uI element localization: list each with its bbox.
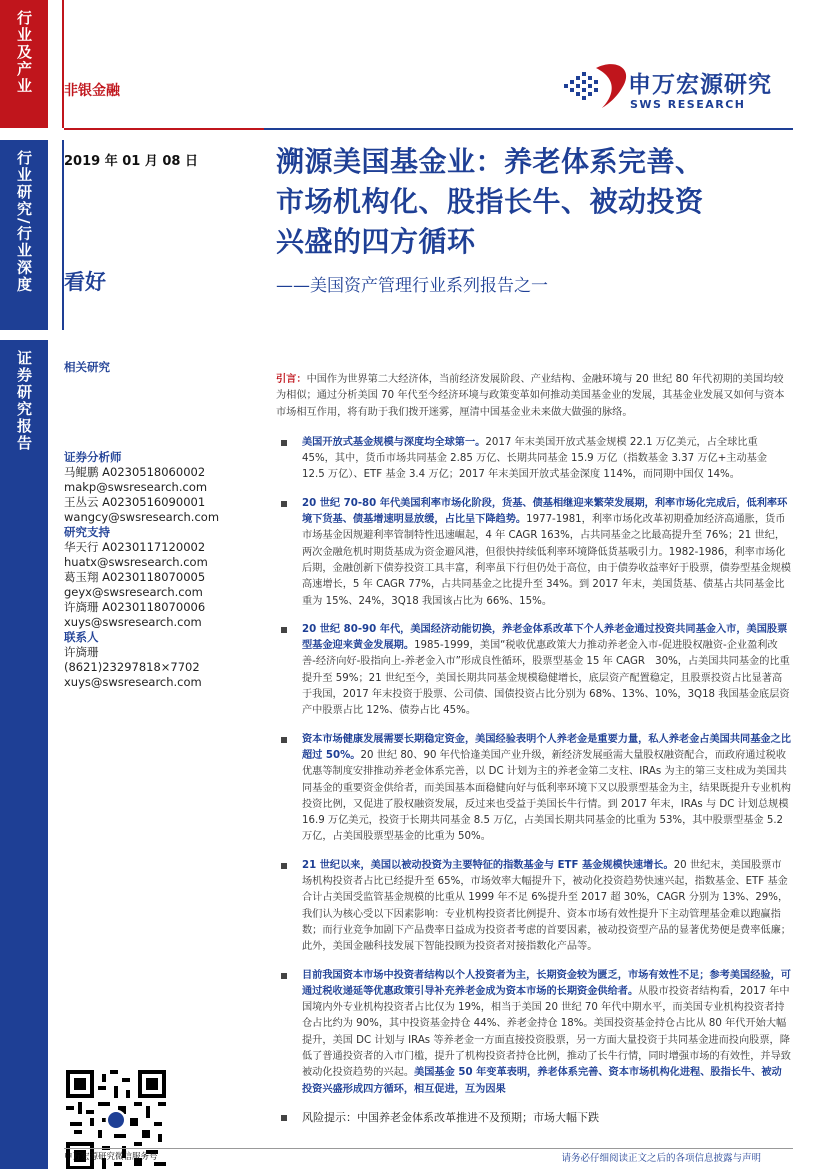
bullet-body: 从股市投资者结构看，2017 年中国境内外专业机构投资者占比仅为 19%，相当于美国 20 世纪 70 年代中期水平，而美国专业机构投资者持仓占比约为 90%，其中投资基金持仓 44%、养老金持仓 18%。美国投资基金持仓占比从 80 年代开始大幅提升，美国 DC 计划与 IRAs 等养老金一方面直接投资股票，另一方面大量投资于共同基金进而投向股票，降低了普通投资者的入市门槛，提升了机构投资者持仓比例，推动了长牛行情，同时增强市场的有效性，并导致被动化投资趋势的兴起。 [302,985,791,1079]
support-email[interactable]: xuys@swsresearch.com [64,615,202,629]
bullet-headline: 20 世纪 80-90 年代，美国经济动能切换，养老金体系改革下个人养老金通过投资共同基金入市，美国股票型基金迎来黄金发展期。 [302,623,788,652]
bullet-headline: 资本市场健康发展需要长期稳定资金，美国经验表明个人养老金是重要力量，私人养老金占美国共同基金之比超过 50%。 [302,733,791,761]
summary-bullet [276,435,791,484]
summary-bullet [276,732,791,846]
bullet-square-icon [281,863,287,869]
bullet-square-icon [281,627,287,633]
bullet-square-icon [281,440,287,446]
analyst-heading: 证券分析师 [64,450,122,464]
support-line: 华天行 A0230117120002 [64,540,206,554]
sector-label: 非银金融 [64,83,120,99]
sidebar-label-securities: 证券研究报告 [15,350,33,452]
disclaimer-footer: 请务必仔细阅读正文之后的各项信息披露与声明 [561,1153,761,1164]
sidebar-block-industry [0,0,48,128]
analyst-line: 马鲲鹏 A0230518060002 [64,465,206,479]
bullet-square-icon [281,501,287,507]
title-line: 兴盛的四方循环 [276,225,476,258]
bullet-body: 2017 年末美国开放式基金规模 22.1 万亿美元，占全球比重 45%，其中，货币市场共同基金 2.85 万亿、长期共同基金 15.9 万亿（指数基金 3.37 万亿+主动基金 12.5 万亿）、ETF 基金 3.4 万亿；2017 年末美国开放式基金深度 114%，而同期中国仅 14%。 [302,436,768,481]
header-rule-blue [264,128,793,130]
support-email[interactable]: geyx@swsresearch.com [64,585,203,599]
contact-heading: 联系人 [64,630,99,644]
left-column [64,360,259,690]
bullet-body: 1985-1999，美国“税收优惠政策大力推动养老金入市-促进股权融资-企业盈利改善-经济向好-股指向上-养老金入市”形成良性循环，股票型基金 15 年 CAGR 30%，占美国共同基金的比重提升至 59%；21 世纪至今，美国长期共同基金规模稳健增长，底层资产配置稳定，且股票投资占比显著高于我国，2017 年末投资于股票、公司债、国债投资占比分别为 68%、13%、10%，3Q18 我国基金底层资产中股票占比 12%、债券占比 45%。 [302,640,790,717]
report-date: 2019 年 01 月 08 日 [64,154,198,169]
bullet-body: 20 世纪末，美国股票市场机构投资者占比已经提升至 65%，市场效率大幅提升下，被动化投资趋势快速兴起，指数基金、ETF 基金合计占美国受监管基金规模的比重从 1999 年不足 6%提升至 2017 超 30%，CAGR 分别为 13%、29%，我们认为核心受以下因素影响：专业机构投资者比例提升、资本市场有效性提升下主动管理基金难以跑赢指数；而行业竞争加剧下产品费率日益成为投资者考虑的首要因素，被动投资型产品的显著优势便是费率低廉；此外，美国金融科技发展下智能投顾为投资者对接指数化产品等。 [302,859,791,953]
contact-phone: (8621)23297818×7702 [64,660,200,674]
support-heading: 研究支持 [64,525,110,539]
logo-chinese-text: 申万宏源研究 [628,72,772,98]
bullet-headline: 目前我国资本市场中投资者结构以个人投资者为主，长期资金较为匮乏，市场有效性不足；参考美国经验，可通过税收递延等优惠政策引导补充养老金成为资本市场的长期资金供给者。 [302,969,791,997]
bullet-headline: 20 世纪 70-80 年代美国利率市场化阶段，货基、债基相继迎来繁荣发展期，利率市场化完成后，低利率环境下货基、债基增速明显放缓，占比呈下降趋势。 [302,497,788,526]
intro-label: 引言： [276,374,307,385]
header-rule-red [64,128,264,130]
summary-bullet [276,858,791,956]
report-subtitle: ——美国资产管理行业系列报告之一 [276,276,548,296]
bullet-square-icon [281,973,287,979]
support-email[interactable]: huatx@swsresearch.com [64,555,208,569]
rating-label: 看好 [64,270,106,294]
title-line: 市场机构化、股指长牛、被动投资 [276,185,704,218]
intro-text: 中国作为世界第二大经济体，当前经济发展阶段、产业结构、金融环境与 20 世纪 80 年代初期的美国均较为相似；通过分析美国 70 年代至今经济环境与政策变革如何推动美国基金业的发展，其基金业发展又如何与资本市场相互作用，将有助于我们拨开迷雾，厘清中国基金业未来做大做强的脉络。 [276,374,785,418]
risk-text: 风险提示：中国养老金体系改革推进不及预期；市场大幅下跌 [302,1110,599,1124]
intro-paragraph [276,372,791,421]
sidebar-block-securities [0,340,48,1169]
related-research-heading: 相关研究 [64,360,110,374]
wechat-caption: 申万宏源研究微信服务号 [64,1152,158,1162]
sidebar-label-industry: 行业及产业 [15,10,33,95]
sidebar-block-report-type [0,140,48,330]
risk-warning [276,1110,791,1126]
bullet-square-icon [281,737,287,743]
analyst-email[interactable]: wangcy@swsresearch.com [64,510,220,524]
analyst-line: 王丛云 A0230516090001 [64,495,206,509]
title-line: 溯源美国基金业：养老体系完善、 [276,145,704,178]
bullet-body: 1977-1981，利率市场化改革初期叠加经济高通胀，货币市场基金因规避利率管制特性迅速崛起，4 年 CAGR 163%，占共同基金之比最高提升至 76%；21 世纪，两次金融危机时期货基成为资金避风港，但很快持续低利率环境降低货基吸引力。1982-1986，利率市场化后期，金融创新下债券投资工具丰富，利率虽下行但仍处于高位，由于债券收益率好于股票，债券型基金规模高速增长，5 年 CAGR 77%，占共同基金之比提升至 34%。到 2017 年末，美国货基、债基占共同基金比重为 15%、24%，3Q18 我国该占比为 66%、15%。 [302,514,791,607]
summary-bullet [276,968,791,1098]
support-line: 葛玉翔 A0230118070005 [64,570,206,584]
contact-email[interactable]: xuys@swsresearch.com [64,675,202,689]
sidebar-label-report-type: 行业研究/行业深度 [15,150,33,294]
support-line: 许旖珊 A0230118070006 [64,600,206,614]
bullet-square-icon [281,1115,287,1121]
bullet-body: 20 世纪 80、90 年代恰逢美国产业升级，新经济发展亟需大量股权融资配合，而政府通过税收优惠等制度安排推动养老金体系完善，以 DC 计划为主的养老金第二支柱、IRAs 为主的第三支柱成为美国共同基金的重要资金供给者，而美国基本面稳健向好与低利率环境下又以股票型基金为主，结果既提升专业机构投资比例，又促进了股权融资发展，反过来也受益于美国长牛行情。到 2017 年末，IRAs 与 DC 计划总规模 16.9 万亿美元，投资于长期共同基金 8.5 万亿，占美国长期共同基金的比重为 53%，其中股票型基金 5.2 万亿，占美国股票型基金的比重为 50%。 [302,749,791,843]
bullet-headline: 美国开放式基金规模与深度均全球第一。 [302,436,486,448]
contact-name: 许旖珊 [64,645,99,659]
divider-line [62,0,64,128]
summary-bullet [276,622,791,720]
footer-rule [64,1148,793,1149]
logo-english-text: SWS RESEARCH [630,98,746,111]
summary-bullet [276,496,791,610]
bullet-headline: 21 世纪以来，美国以被动投资为主要特征的指数基金与 ETF 基金规模快速增长。 [302,859,674,871]
bullet-conclusion: 美国基金 50 年变革表明，养老体系完善、资本市场机构化进程、股指长牛、被动投资兴盛形成四方循环，相互促进，互为因果 [302,1067,782,1095]
summary-body [276,372,791,1126]
analyst-email[interactable]: makp@swsresearch.com [64,480,208,494]
report-title [276,142,796,262]
